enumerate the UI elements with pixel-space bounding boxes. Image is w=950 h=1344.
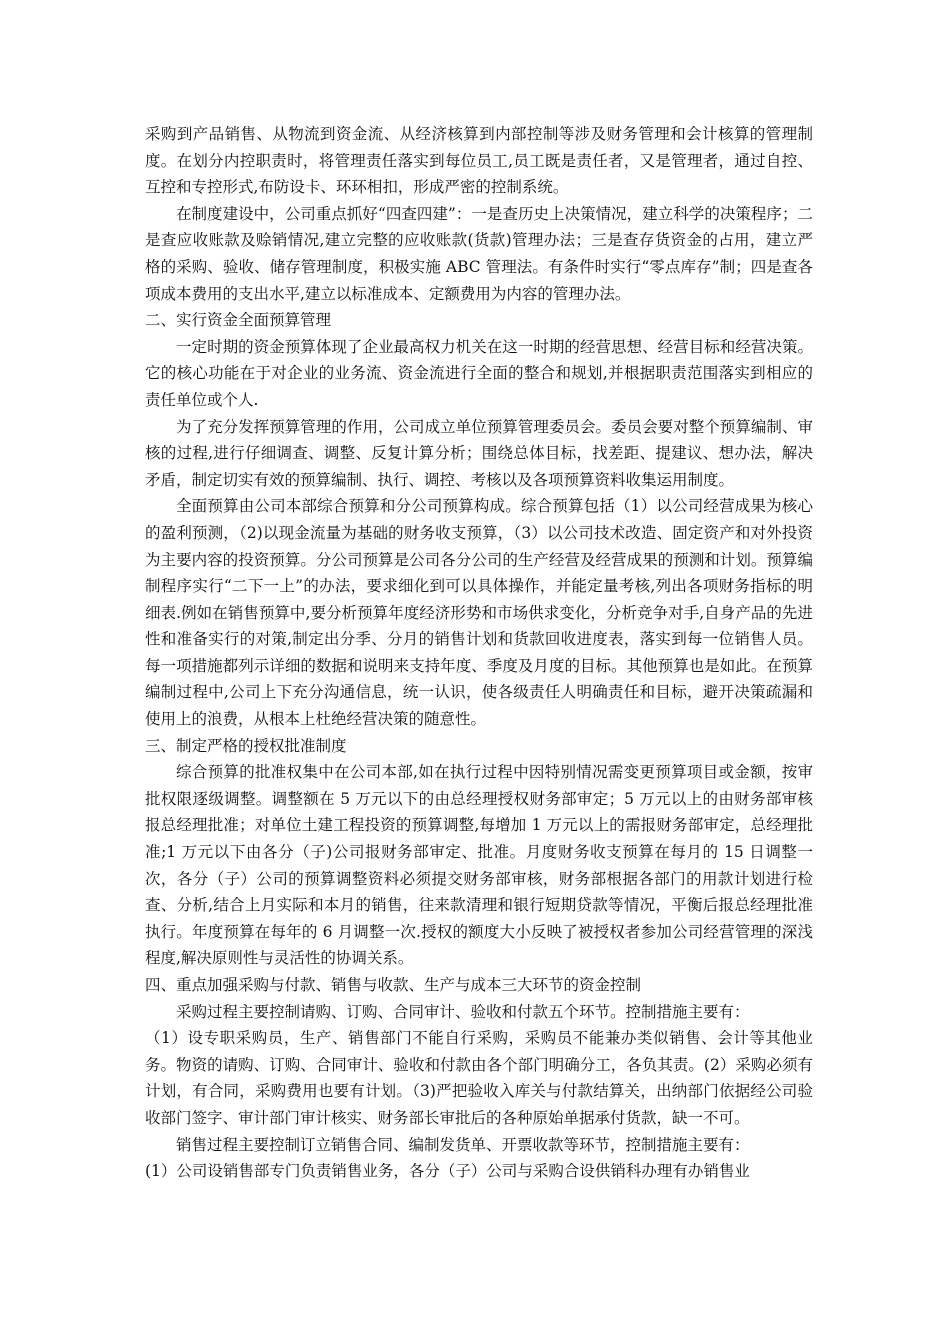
paragraph-budget-committee: 为了充分发挥预算管理的作用，公司成立单位预算管理委员会。委员会要对整个预算编制、审核的过程,进行仔细调查、调整、反复计算分析；围绕总体目标，找差距、提建议、想办法，解决矛盾，制定切实有效的预算编制、执行、调控、考核以及各项预算资料收集运用制度。 — [145, 417, 813, 489]
section-heading-authorization: 三、制定严格的授权批准制度 — [145, 736, 347, 755]
paragraph-procurement-intro: 采购过程主要控制请购、订购、合同审计、验收和付款五个环节。控制措施主要有： — [176, 1002, 750, 1021]
paragraph-sales-measures: (1）公司设销售部专门负责销售业务，各分（子）公司与采购合设供销科办理有办销售业 — [145, 1162, 750, 1181]
section-heading-budget-management: 二、实行资金全面预算管理 — [145, 311, 332, 330]
paragraph-authorization-rules: 综合预算的批准权集中在公司本部,如在执行过程中因特别情况需变更预算项目或金额，按审批权限逐级调整。调整额在 5 万元以下的由总经理授权财务部审定；5 万元以上的由财务部审核报总经理批准；对单位土建工程投资的预算调整,每增加 1 万元以上的需报财务部审定，总经理批准;1 万元以下由各分（子)公司报财务部审定、批准。月度财务收支预算在每月的 15 日调整一次，各分（子）公司的预算调整资料必须提交财务部审核，财务部根据各部门的用款计划进行检查、分析,结合上月实际和本月的销售，往来款清理和银行短期贷款等情况，平衡后报总经理批准执行。年度预算在每年的 6 月调整一次.授权的额度大小反映了被授权者参加公司经营管理的深浅程度,解决原则性与灵活性的协调关系。 — [145, 763, 813, 968]
paragraph-procurement-measures: （1）设专职采购员，生产、销售部门不能自行采购，采购员不能兼办类似销售、会计等其他业务。物资的请购、订购、合同审计、验收和付款由各个部门明确分工，各负其责。(2）采购必须有计划，有合同，采购费用也要有计划。（3)严把验收入库关与付款结算关，出纳部门依据经公司验收部门签字、审计部门审计核实、财务部长审批后的各种原始单据承付货款，缺一不可。 — [145, 1029, 813, 1127]
paragraph-sales-intro: 销售过程主要控制订立销售合同、编制发货单、开票收款等环节，控制措施主要有： — [176, 1135, 750, 1154]
paragraph-comprehensive-budget: 全面预算由公司本部综合预算和分公司预算构成。综合预算包括（1）以公司经营成果为核心的盈利预测，（2)以现金流量为基础的财务收支预算，（3）以公司技术改造、固定资产和对外投资为主要内容的投资预算。分公司预算是公司各分公司的生产经营及经营成果的预测和计划。预算编制程序实行“二下一上”的办法，要求细化到可以具体操作，并能定量考核,列出各项财务指标的明细表.例如在销售预算中,要分析预算年度经济形势和市场供求变化，分析竞争对手,自身产品的先进性和准备实行的对策,制定出分季、分月的销售计划和货款回收进度表，落实到每一位销售人员。每一项措施都列示详细的数据和说明来支持年度、季度及月度的目标。其他预算也是如此。在预算编制过程中,公司上下充分沟通信息，统一认识，使各级责任人明确责任和目标，避开决策疏漏和使用上的浪费，从根本上杜绝经营决策的随意性。 — [145, 497, 813, 729]
paragraph-internal-control-intro: 采购到产品销售、从物流到资金流、从经济核算到内部控制等涉及财务管理和会计核算的管理制度。在划分内控职责时，将管理责任落实到每位员工,员工既是责任者，又是管理者，通过自控、互控和专控形式,布防设卡、环环相扣，形成严密的控制系统。 — [145, 125, 813, 197]
paragraph-four-checks-four-builds: 在制度建设中，公司重点抓好“四查四建”：一是查历史上决策情况，建立科学的决策程序；二是查应收账款及赊销情况,建立完整的应收账款(货款)管理办法；三是查存货资金的占用，建立严格的采购、验收、储存管理制度，积极实施 ABC 管理法。有条件时实行“零点库存”制；四是查各项成本费用的支出水平,建立以标准成本、定额费用为内容的管理办法。 — [145, 204, 813, 303]
document-page — [145, 121, 813, 1185]
paragraph-budget-definition: 一定时期的资金预算体现了企业最高权力机关在这一时期的经营思想、经营目标和经营决策。它的核心功能在于对企业的业务流、资金流进行全面的整合和规划,并根据职责范围落实到相应的责任单位或个人. — [145, 337, 813, 409]
section-heading-fund-control: 四、重点加强采购与付款、销售与收款、生产与成本三大环节的资金控制 — [145, 976, 642, 994]
